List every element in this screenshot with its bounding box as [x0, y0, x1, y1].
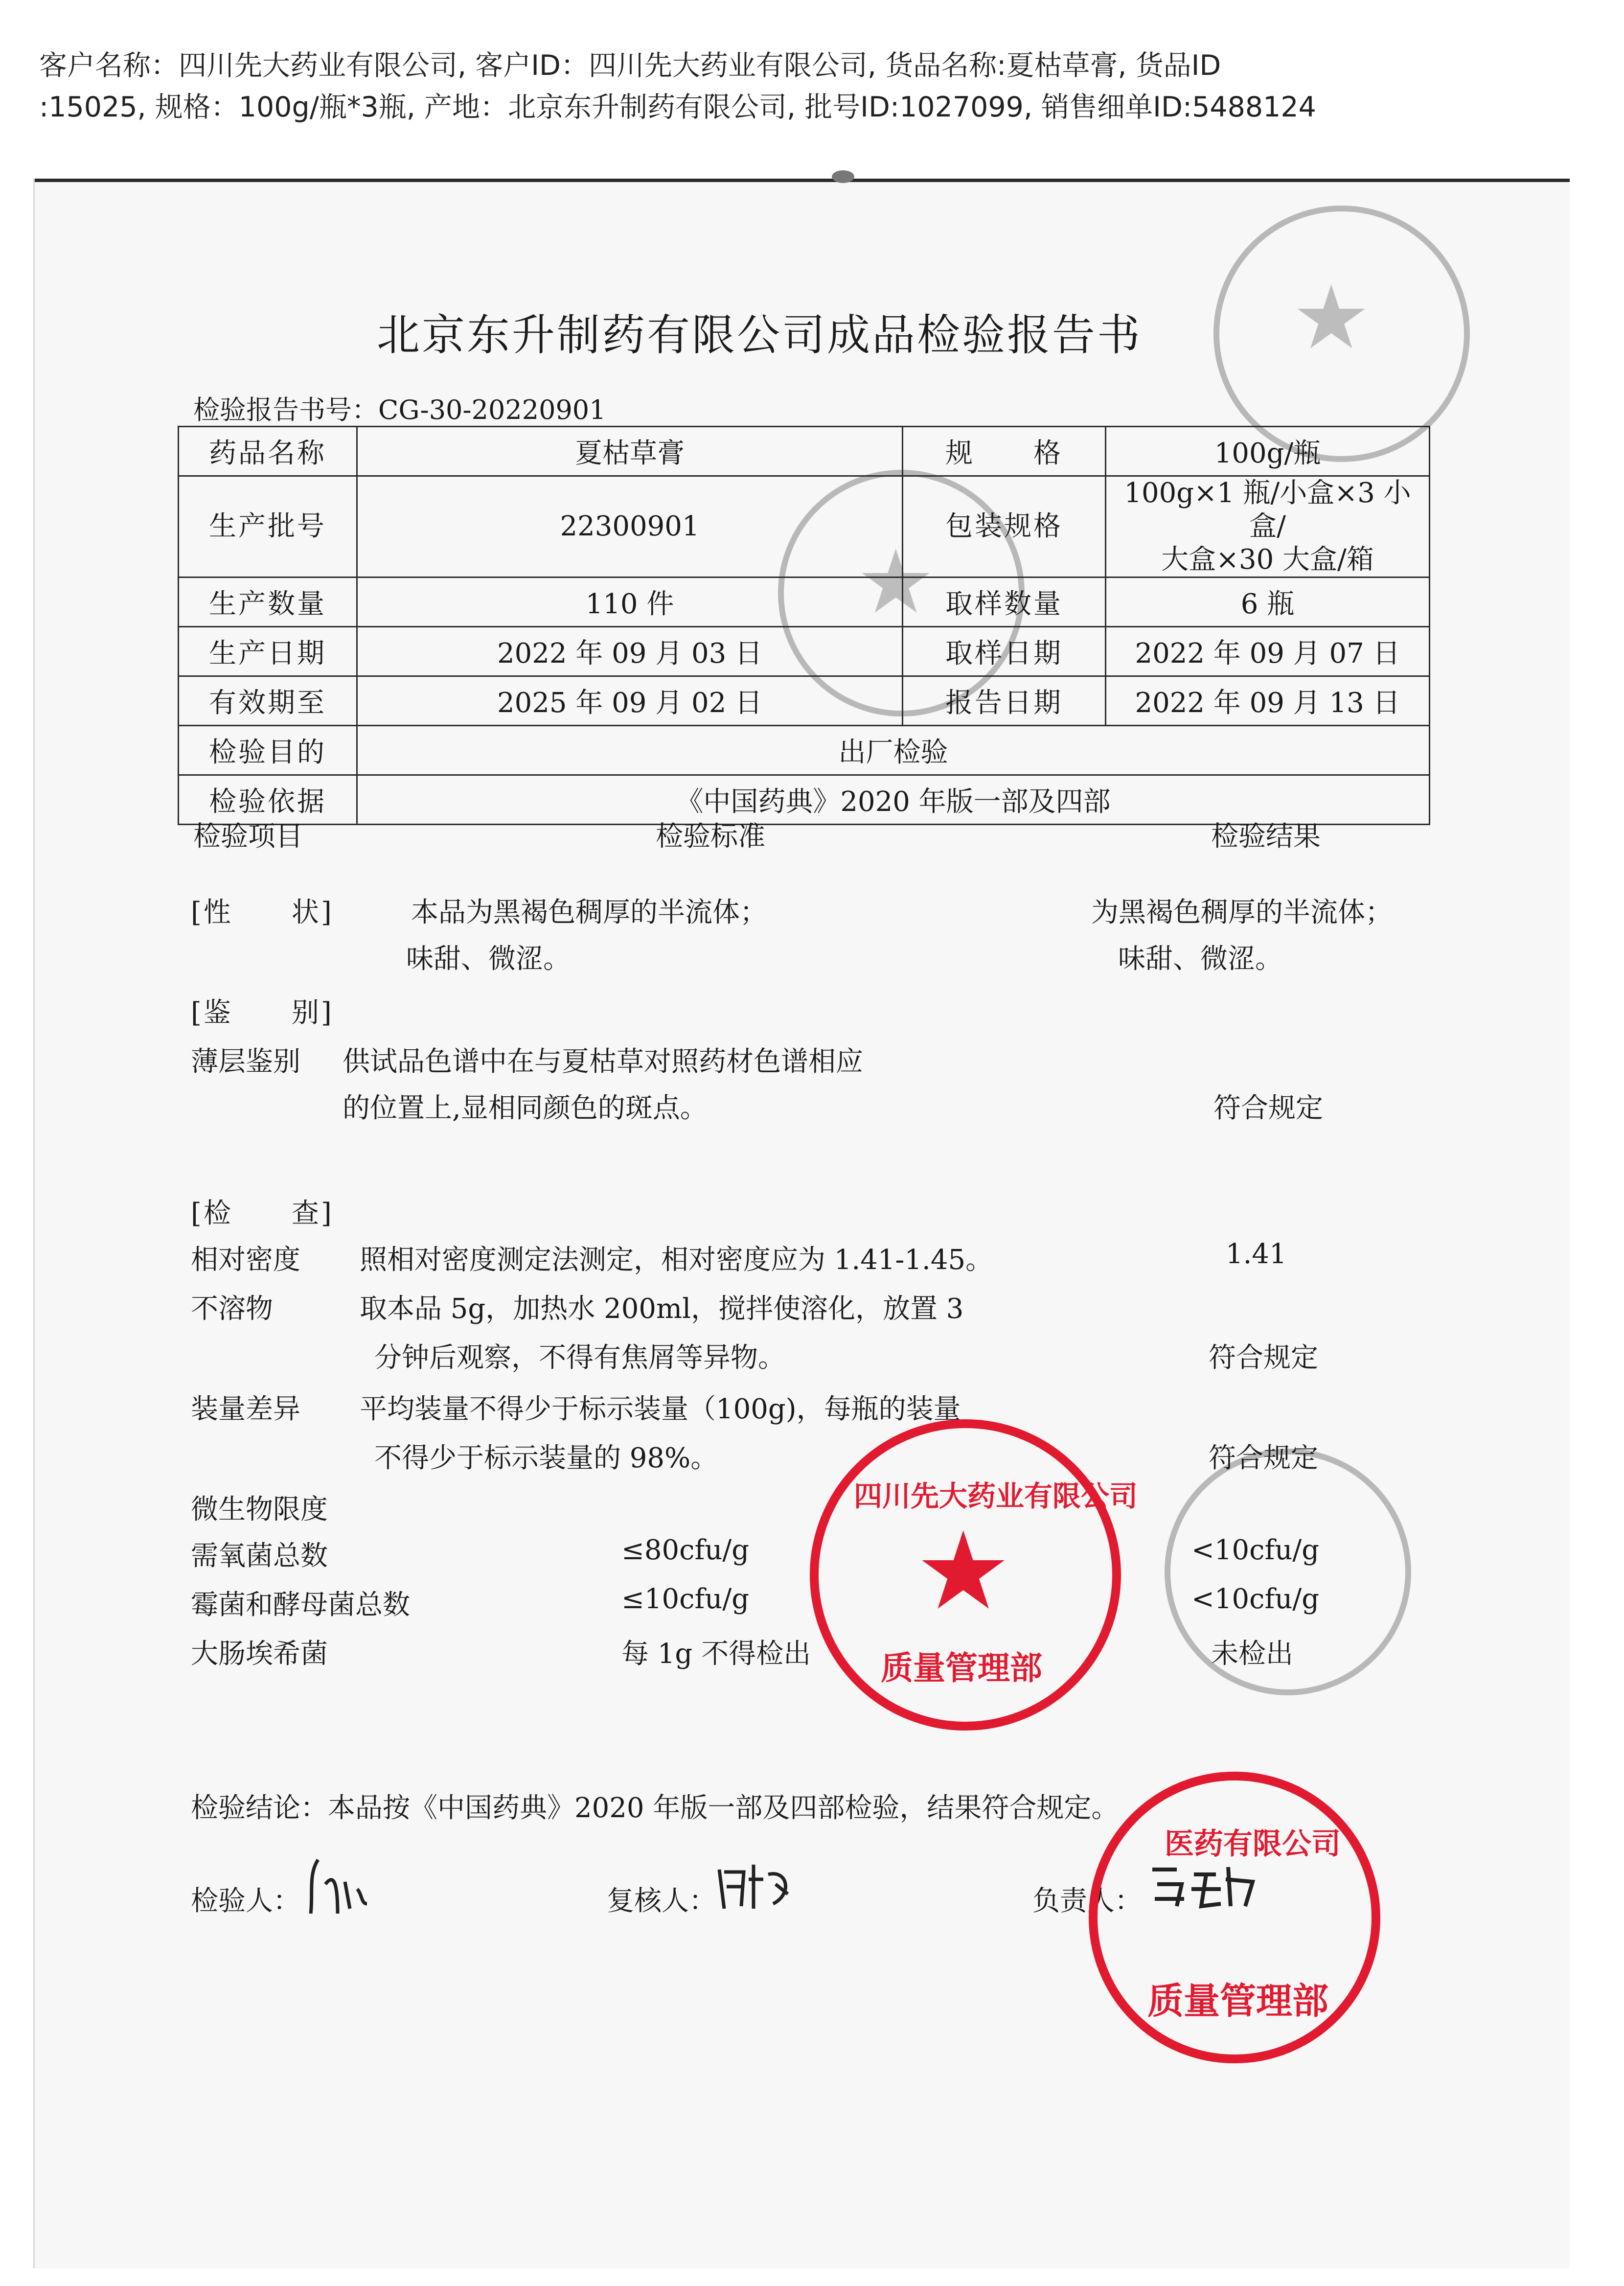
medicine-seal-dept: 质量管理部 — [1147, 1980, 1328, 2022]
pack-line-1: 100g×1 瓶/小盒×3 小盒/ — [1124, 477, 1411, 542]
insoluble-item: 不溶物 — [191, 1293, 273, 1325]
conclusion: 检验结论：本品按《中国药典》2020 年版一部及四部检验，结果符合规定。 — [191, 1792, 1119, 1824]
spec-value: 100g/瓶 — [1106, 427, 1430, 476]
document-header — [39, 45, 1370, 128]
density-result: 1.41 — [1226, 1238, 1287, 1270]
mold-result: <10cfu/g — [1191, 1583, 1320, 1615]
reviewer-label: 复核人： — [607, 1885, 716, 1917]
sichuan-seal-dept: 质量管理部 — [881, 1649, 1042, 1687]
pack-value — [1106, 476, 1430, 577]
prod-date-value: 2022 年 09 月 03 日 — [357, 627, 903, 676]
ecoli-standard: 每 1g 不得检出 — [621, 1638, 811, 1670]
tlc-standard-2: 的位置上,显相同颜色的斑点。 — [343, 1092, 708, 1124]
section-inspection: [检 查] — [191, 1198, 334, 1229]
basis-label: 检验依据 — [179, 775, 357, 825]
sample-date-value: 2022 年 09 月 07 日 — [1106, 627, 1430, 676]
reviewer-signature-icon — [714, 1860, 798, 1914]
expiry-label: 有效期至 — [179, 676, 357, 726]
table-row — [179, 427, 1430, 476]
insoluble-standard-1: 取本品 5g，加热水 200ml，搅拌使溶化，放置 3 — [360, 1293, 964, 1325]
batch-value: 22300901 — [357, 476, 903, 577]
qty-label: 生产数量 — [179, 577, 357, 627]
mold-item: 霉菌和酵母菌总数 — [191, 1589, 410, 1621]
aerobic-standard: ≤80cfu/g — [621, 1534, 750, 1566]
character-result-2: 味甜、微涩。 — [1118, 943, 1282, 975]
fill-standard-2: 不得少于标示装量的 98%。 — [374, 1442, 718, 1474]
fill-item: 装量差异 — [191, 1393, 300, 1425]
table-row — [179, 726, 1430, 775]
manager-label: 负责人： — [1032, 1885, 1142, 1917]
sample-qty-label: 取样数量 — [903, 577, 1106, 627]
section-character: [性 状] — [191, 897, 334, 928]
table-row — [179, 577, 1430, 627]
insoluble-standard-2: 分钟后观察，不得有焦屑等异物。 — [374, 1342, 785, 1374]
insoluble-result: 符合规定 — [1209, 1342, 1318, 1374]
report-title: 北京东升制药有限公司成品检验报告书 — [377, 310, 1143, 360]
sichuan-seal-name: 四川先大药业有限公司 — [854, 1479, 1138, 1513]
tlc-standard-1: 供试品色谱中在与夏枯草对照药材色谱相应 — [343, 1046, 863, 1078]
drug-name-value: 夏枯草膏 — [357, 427, 903, 476]
batch-label: 生产批号 — [179, 476, 357, 577]
purpose-value: 出厂检验 — [357, 726, 1430, 775]
prod-date-label: 生产日期 — [179, 627, 357, 676]
table-row — [179, 627, 1430, 676]
col-header-result: 检验结果 — [1211, 821, 1321, 853]
inspector-signature-icon — [303, 1855, 382, 1918]
header-line-2: :15025, 规格：100g/瓶*3瓶, 产地：北京东升制药有限公司, 批号ID:1027099, 销售细单ID:5488124 — [39, 91, 1316, 123]
qty-value: 110 件 — [357, 577, 903, 627]
scan-speck — [832, 170, 854, 183]
aerobic-item: 需氧菌总数 — [191, 1540, 328, 1572]
tlc-result: 符合规定 — [1213, 1092, 1323, 1124]
inspector-label: 检验人： — [191, 1885, 300, 1917]
purpose-label: 检验目的 — [179, 726, 357, 775]
tlc-item: 薄层鉴别 — [191, 1046, 300, 1078]
pack-line-2: 大盒×30 大盒/箱 — [1161, 544, 1374, 576]
character-result-1: 为黑褐色稠厚的半流体； — [1091, 897, 1393, 928]
faint-stamp-star-icon: ★ — [856, 531, 936, 633]
basis-value: 《中国药典》2020 年版一部及四部 — [357, 775, 1430, 825]
header-line-1: 客户名称：四川先大药业有限公司, 客户ID：四川先大药业有限公司, 货品名称:夏枯草膏, 货品ID — [39, 49, 1221, 82]
density-standard: 照相对密度测定法测定，相对密度应为 1.41-1.45。 — [360, 1244, 993, 1276]
col-header-standard: 检验标准 — [656, 821, 765, 853]
fill-result: 符合规定 — [1209, 1442, 1318, 1474]
table-row — [179, 476, 1430, 577]
ecoli-result: 未检出 — [1211, 1638, 1293, 1670]
sheet-left-edge — [33, 179, 35, 2268]
ecoli-item: 大肠埃希菌 — [191, 1638, 328, 1670]
faint-stamp-star-icon: ★ — [1292, 267, 1371, 369]
pack-label: 包装规格 — [903, 476, 1106, 577]
table-row — [179, 676, 1430, 726]
fill-standard-1: 平均装量不得少于标示装量（100g)，每瓶的装量 — [360, 1393, 961, 1425]
sample-date-label: 取样日期 — [903, 627, 1106, 676]
sample-qty-value: 6 瓶 — [1106, 577, 1430, 627]
mold-standard: ≤10cfu/g — [621, 1583, 750, 1615]
sheet-top-edge — [33, 179, 1570, 182]
aerobic-result: <10cfu/g — [1191, 1534, 1320, 1566]
sichuan-seal-star-icon: ★ — [915, 1508, 1012, 1634]
product-info-table — [178, 426, 1430, 825]
density-item: 相对密度 — [191, 1244, 300, 1276]
medicine-seal-name: 医药有限公司 — [1165, 1827, 1341, 1861]
spec-label: 规 格 — [903, 427, 1106, 476]
report-date-value: 2022 年 09 月 13 日 — [1106, 676, 1430, 726]
report-number: 检验报告书号：CG-30-20220901 — [193, 394, 606, 425]
section-identification: [鉴 别] — [191, 997, 334, 1029]
col-header-item: 检验项目 — [193, 821, 303, 853]
character-standard-2: 味甜、微涩。 — [406, 943, 571, 975]
report-date-label: 报告日期 — [903, 676, 1106, 726]
expiry-value: 2025 年 09 月 02 日 — [357, 676, 903, 726]
character-standard-1: 本品为黑褐色稠厚的半流体； — [411, 897, 767, 928]
drug-name-label: 药品名称 — [179, 427, 357, 476]
micro-item: 微生物限度 — [191, 1494, 328, 1525]
